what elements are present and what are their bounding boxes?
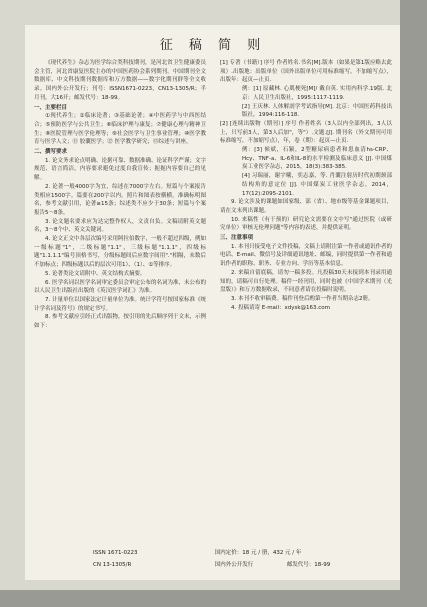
paragraph: 2. 论著一般4000字为宜，综述在7000字左右。短篇与个案报告类相应1500字。篇要在200字以内。照片和图表按横横，准确标明图名，参考文献引用，论著≥15条；综述类不应少于30条；短篇与个案报告5～8条。: [34, 183, 206, 216]
paragraph: 3. 论文题名要求应为达完整作权人，文责自负。文稿请附英文题名，3～8个中、英文关键词。: [34, 218, 206, 234]
paragraph: 1. 本刊只接受电子文件投稿，文稿上请附注第一作者或通讯作者的电话、E-mail、微信号及详细通讯地址、邮编，同时提供第一作者和通讯作者的职称、职务、专业方向、学历等基本信息。: [220, 243, 392, 268]
publication-info: [40, 548, 390, 571]
right-column: [220, 59, 392, 331]
paragraph: 4. 论文正文中各层次编号采用阿拉伯数字，一般不超过四级，例如一级标题"1"，二级标题"1.1"，三级标题"1.1.1"，四级标题"1.1.1.1"编号顶格书写，分级标题间后应数字间用"."相隔，末数后不加标点；四级标题以后的层次可用1）、（1）、①等排序。: [34, 236, 206, 269]
distribution-text: 国内外公开发行: [214, 561, 254, 568]
paragraph: [2] 王庆林. 人体解剖学考试指导[M]. 北京：中国医药科技出版社，1994:116-118.: [242, 103, 392, 119]
paragraph: 5. 论著类论文请附中、英文结构式摘要。: [45, 270, 146, 277]
paragraph: 2. 来稿自留底稿，请勿一稿多投。凡投稿30天未接到本刊录用通知的，请稿可自行处理。稿件一经刊用，同时也被《中国学术期刊（光盘版）》和万方数据收录，不同意者请在投稿时说明。: [220, 269, 392, 294]
issn-number: ISSN 1671-0223: [93, 550, 138, 556]
submission-guidelines: [25, 25, 400, 580]
paragraph: 6. 医学名词以医学名词审定委员会审定公布的名词为准，未公布的以人民卫生出版社出版的《英汉医学词汇》为准。: [34, 279, 206, 295]
section-heading: 二、撰写要求: [34, 149, 68, 156]
paragraph: 1. 论文务求论点明确、论据可靠、数据准确、论证科学严谨；文字规范、语言简洁，内容要求避免过度自我宣传；扼扼内容要自己的见解。: [34, 157, 206, 182]
cn-number: CN 13-1305/R: [93, 561, 132, 568]
paragraph: 7. 计量单位以国家法定计量单位为准。统计学符号按国家标准《统计学名词及符号》的规定书写。: [34, 296, 206, 312]
postal-code: 邮发代号：18-99: [286, 561, 331, 568]
left-column: [34, 59, 206, 331]
paragraph: 10. 来稿性（有干预的）研究论文需要在文中写"通过医院（或研究单位）审核无伦理问题"等内容的表述，并提供证明。: [220, 216, 392, 232]
distribution-info: [215, 560, 390, 572]
paragraph: 例：[3] 候斌，石颖，2型糖尿病患者和患血清hs-CRP、Hcy、TNF-a、IL-6和IL-8的水平检测及临床意义 [J]. 中国煤炭工业医学杂志，2015，18(3):383-385.: [242, 147, 392, 171]
paragraph: 例：[1] 原藏林. 心肌梗死[M]/ 戴自英. 实用内科学.19版. 北京：人民卫生出版社，1995:1117-1119.: [242, 86, 392, 101]
paragraph: 4. 投稿请寄 E-mail：xdysk@163.com: [231, 304, 331, 311]
price-info: 国内定价：18 元 / 册，432 元 / 年: [214, 550, 302, 556]
paragraph: 9. 论文涉及的课题如国家级、部（省）、地市级等基金课题项目，请在文末列出课题。: [220, 199, 392, 214]
paragraph: 8. 参考文献应引经正式出版物，按引用的先后顺序列于文末，示例如下：: [34, 314, 206, 330]
section-heading: 一、主要栏目: [34, 104, 68, 111]
paragraph: [4] 习瑞丽，谢宇曦，奕志嘉，等. 肖囊注射历时代初期颈部结构角的意定位 [J]. 中国煤炭工业医学杂志，2014，17(12):2095-2101.: [242, 173, 392, 197]
paragraph: ①现代养生；②临床论著；③基础论著；④中医药学与中西医结合；⑤预防医学与公共卫生；⑥临床护理与康复；⑦健康心理与精神卫生；⑧医院管理与医学伦理等；⑨社会医学与卫生事业管理；⑩医学教育与医学人文；⑪ 胶囊医学；⑫ 医学教学研究；⑬综述与讲座。: [34, 113, 206, 146]
paragraph: 3. 本刊不收审稿费。稿件刊登后酌第一作者当期杂志2册。: [231, 295, 374, 302]
paragraph: [1] 专著（书籍）] 序号 作者姓名.书名[M].版本（如果是第1版应略去此项）.出版地：出版单位（国外出版单位可用标准缩写，不加缩写点），出版年：起页—止页.: [220, 60, 392, 84]
page-title: 征 稿 简 则: [159, 38, 267, 53]
section-heading: 三、注意事项: [220, 235, 254, 242]
paragraph: 《现代养生》杂志为医学综合类科技期刊，是河北省卫生健康委员会主管，河北省康复医院主办的中国医药协会系列期刊。中国期刊全文数据库、中文科技期刊数据库和万方数据——数字化期刊群等全文收录。国内外公开发行；刊号：ISSN1671-0223，CN13-1305/R；半月刊，大16开；邮发代号：18-99。: [34, 60, 206, 101]
paragraph: [2] [连续出版物（期刊）] 序号 作者姓名（3人以内全部列出，3人以上，只写前3人，第3人后加"，等"）.文题.[J]. 期刊名（外文期刊可用标准缩写，不加缩写点），年，卷（期）：起页—止页.: [220, 120, 392, 145]
